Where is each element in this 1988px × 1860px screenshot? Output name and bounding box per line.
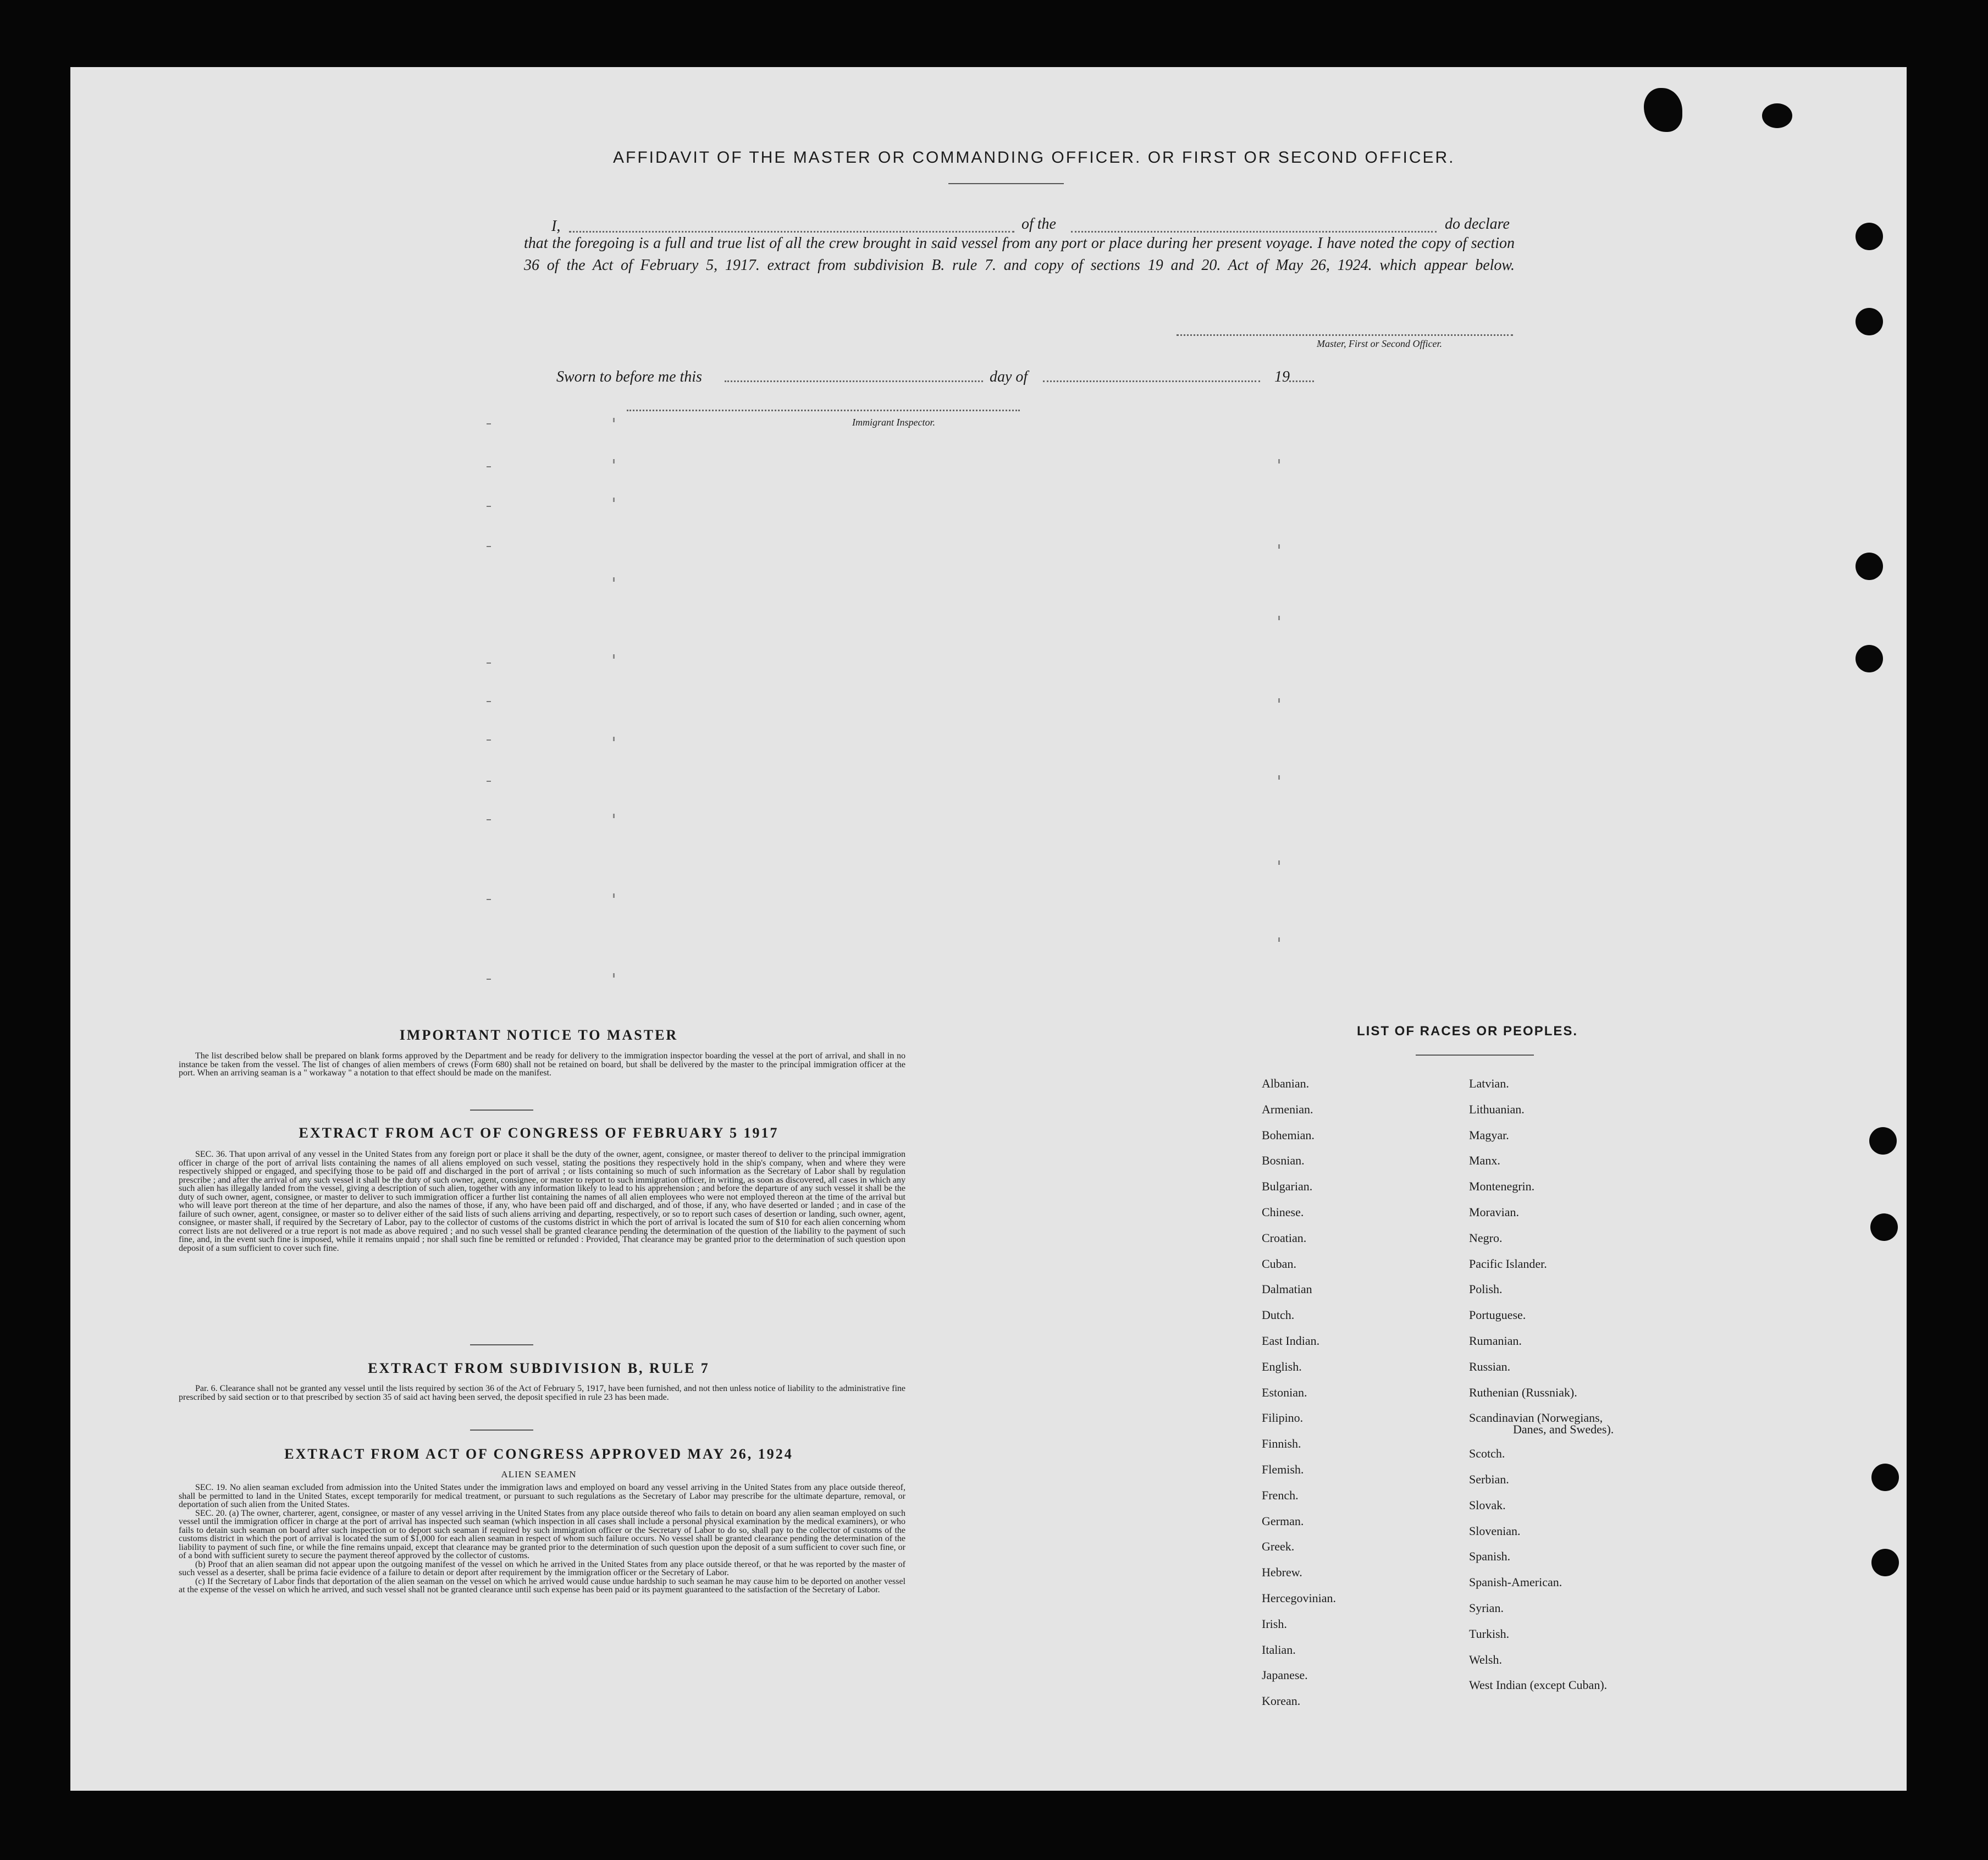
- race-item: Magyar.: [1469, 1128, 1509, 1142]
- notice-paragraph: The list described below shall be prepared on blank forms approved by the Department and be ready for delivery to the immigration inspector boarding the vessel at the port of arrival, and shall in no instance be taken from the vessel. The list of changes of alien members of crews (Form 680) shall not be retained on board, but shall be delivered by the master to the principal immigration officer at the port. When an arriving seaman is a " workaway " a notation to that effect should be made on the manifest.: [179, 1051, 905, 1078]
- section-36-paragraph: SEC. 36. That upon arrival of any vessel in the United States from any foreign port or place it shall be the duty of the owner, agent, consignee, or master thereof to deliver to the principal immigration officer in charge of the port of arrival lists containing the names of all aliens employed on such vessel, stating the positions they respectively hold in the ship's company, when and where they were respectively shipped or engaged, and specifying those to be paid off and discharged in the port of arrival ; or lists containing so much of such information as the Secretary of Labor shall by regulation prescribe ; and after the arrival of any such vessel it shall be the duty of such owner, agent, consignee, or master to report to such immigration officer, in writing, as soon as discovered, all cases in which any such alien has illegally landed from the vessel, giving a description of such alien, together with any information likely to lead to his apprehension ; and before the departure of any such vessel it shall be the duty of such owner, agent, consignee, or master to deliver to such immigration officer a further list containing the names of all alien employees who were not employed thereon at the time of the arrival but who will leave port thereon at the time of her departure, and also the names of those, if any, who have been paid off and discharged, and of those, if any, who have deserted or landed ; and in case of the failure of such owner, agent, consignee, or master so to deliver either of the said lists of such aliens arriving and departing, respectively, or so to report such cases of desertion or landing, such owner, agent, consignee, or master shall, if required by the Secretary of Labor, pay to the collector of customs of the customs district in which the port of arrival is located the sum of $10 for each alien concerning whom correct lists are not delivered or a true report is not made as above required ; and no such vessel shall be granted clearance pending the determination of the question of the liability to the payment of such fine, and, in the event such fine is imposed, while it remains unpaid ; nor shall such fine be remitted or refunded : Provided, That clearance may be granted prior to the determination of such question upon deposit of a sum sufficient to cover such fine.: [179, 1150, 905, 1253]
- column-tick: [613, 459, 615, 463]
- column-tick: [613, 973, 615, 978]
- extract-rule7-body: [179, 1384, 905, 1401]
- race-item: Slovenian.: [1469, 1524, 1521, 1538]
- punch-hole: [1871, 1549, 1899, 1576]
- race-item: Turkish.: [1469, 1626, 1510, 1641]
- races-column-2: [1469, 1071, 1614, 1698]
- margin-tick: [487, 819, 491, 820]
- day-of-label: day of: [990, 368, 1028, 385]
- title-rule: [948, 183, 1064, 184]
- race-item: Manx.: [1469, 1153, 1500, 1168]
- margin-tick: [487, 701, 491, 702]
- section-rule: [470, 1344, 533, 1345]
- sworn-month-field[interactable]: [1043, 380, 1260, 382]
- race-item: Croatian.: [1262, 1230, 1307, 1245]
- race-item: Bohemian.: [1262, 1128, 1315, 1142]
- section-20c-paragraph: (c) If the Secretary of Labor finds that deportation of the alien seaman on the vessel on which he arrived would cause undue hardship to such seaman he may cause him to be deported on another vessel at the expense of the vessel on which he arrived, and such vessel shall not be granted clearance until such expense has been paid or its payment guaranteed to the satisfaction of the Secretary of Labor.: [179, 1576, 905, 1594]
- master-signature-field[interactable]: [1177, 334, 1513, 336]
- margin-tick: [487, 506, 491, 507]
- section-20b-paragraph: (b) Proof that an alien seaman did not appear upon the outgoing manifest of the vessel on which he arrived in the United States from any place outside thereof, or that he was reported by the master of such vessel as a deserter, shall be prima facie evidence of a failure to detain or deport after requirement by the immigration officer or the Secretary of Labor.: [179, 1559, 905, 1577]
- race-item: Hebrew.: [1262, 1565, 1302, 1580]
- sworn-day-field[interactable]: [725, 380, 983, 382]
- race-item: French.: [1262, 1488, 1299, 1502]
- race-item: Bulgarian.: [1262, 1179, 1313, 1194]
- notice-body: [179, 1052, 905, 1078]
- extract-1917-body: [179, 1150, 905, 1252]
- race-item: Scandinavian (Norwegians,: [1469, 1411, 1603, 1425]
- punch-hole: [1856, 645, 1883, 672]
- extract-1924-body: [179, 1483, 905, 1594]
- year-prefix: 19: [1274, 368, 1290, 385]
- column-tick: [613, 814, 615, 818]
- race-item: Scotch.: [1469, 1447, 1505, 1461]
- race-item: Spanish-American.: [1469, 1575, 1562, 1589]
- column-tick: [613, 577, 615, 582]
- column-tick: [1278, 775, 1280, 780]
- margin-tick: [487, 423, 491, 424]
- race-item: Negro.: [1469, 1230, 1503, 1245]
- race-item: Finnish.: [1262, 1437, 1301, 1451]
- race-item: Bosnian.: [1262, 1153, 1305, 1168]
- race-item: Montenegrin.: [1469, 1179, 1535, 1194]
- race-item: Lithuanian.: [1469, 1102, 1525, 1116]
- margin-tick: [487, 739, 491, 741]
- sworn-label: Sworn to before me this: [556, 368, 702, 385]
- race-item: Cuban.: [1262, 1256, 1296, 1271]
- column-tick: [613, 654, 615, 659]
- race-item: Serbian.: [1469, 1472, 1509, 1486]
- race-item: Estonian.: [1262, 1385, 1307, 1399]
- race-item: German.: [1262, 1514, 1304, 1528]
- punch-hole: [1856, 553, 1883, 580]
- ink-blot: [1762, 103, 1792, 128]
- punch-hole: [1871, 1464, 1899, 1491]
- race-item: East Indian.: [1262, 1333, 1320, 1348]
- section-20a-paragraph: SEC. 20. (a) The owner, charterer, agent, consignee, or master of any vessel arriving in the United States from any place outside thereof who fails to detain on board any alien seaman employed on such vessel until the immigration officer in charge at the port of arrival has inspected such seaman (which inspection in all cases shall include a personal physical examination by the medical examiners), or who fails to detain such seaman on board after such inspection or to deport such seaman if required by such immigration officer or the Secretary of Labor to do so, shall pay to the collector of customs of the customs district in which the port of arrival is located the sum of $1,000 for each alien seaman in respect of whom such failure occurs. No vessel shall be granted clearance pending the determination of the liability to payment of such fine, or while the fine remains unpaid, except that clearance may be granted prior to the determination of such question upon the deposit of a sum sufficient to cover such fine, or of a bond with sufficient surety to secure the payment thereof approved by the collector of customs.: [179, 1508, 905, 1560]
- race-item: Rumanian.: [1469, 1333, 1522, 1348]
- par-6-paragraph: Par. 6. Clearance shall not be granted any vessel until the lists required by section 36 of the Act of February 5, 1917, have been furnished, and not then unless notice of liability to the administrative fine prescribed by said section or to that prescribed by section 35 of said act having been served, the deposit specified in rule 23 has been made.: [179, 1384, 905, 1402]
- race-item: West Indian (except Cuban).: [1469, 1678, 1608, 1692]
- race-item: Syrian.: [1469, 1600, 1504, 1615]
- race-item: Ruthenian (Russniak).: [1469, 1385, 1577, 1399]
- affidavit-title: AFFIDAVIT OF THE MASTER OR COMMANDING OFFICER. OR FIRST OR SECOND OFFICER.: [613, 148, 1455, 167]
- margin-tick: [487, 781, 491, 782]
- race-item: Chinese.: [1262, 1205, 1304, 1219]
- section-rule: [470, 1430, 533, 1431]
- master-signature-caption: Master, First or Second Officer.: [1317, 338, 1442, 349]
- inspector-signature-field[interactable]: [627, 410, 1020, 411]
- race-item: Armenian.: [1262, 1102, 1313, 1116]
- race-item: Korean.: [1262, 1694, 1301, 1708]
- column-tick: [1278, 459, 1280, 463]
- punch-hole: [1869, 1127, 1897, 1155]
- race-item: Hercegovinian.: [1262, 1591, 1336, 1605]
- section-19-paragraph: SEC. 19. No alien seaman excluded from admission into the United States under the immigration laws and employed on board any vessel arriving in the United States from any place outside thereof, shall be permitted to land in the United States, except temporarily for medical treatment, or pursuant to such regulations as the Secretary of Labor may prescribe for the ultimate departure, removal, or deportation of such alien from the United States.: [179, 1483, 905, 1509]
- column-tick: [1278, 860, 1280, 865]
- race-item: Spanish.: [1469, 1549, 1511, 1564]
- sworn-year-field[interactable]: [1289, 380, 1314, 382]
- race-item: Japanese.: [1262, 1668, 1308, 1682]
- race-item: Welsh.: [1469, 1652, 1502, 1666]
- races-column-1: [1262, 1071, 1336, 1714]
- race-item: Greek.: [1262, 1539, 1295, 1554]
- notice-title: IMPORTANT NOTICE TO MASTER: [399, 1027, 678, 1043]
- race-item: Flemish.: [1262, 1462, 1304, 1476]
- alien-seamen-subtitle: ALIEN SEAMEN: [501, 1469, 577, 1480]
- race-item: Portuguese.: [1469, 1308, 1526, 1322]
- declaration-text: that the foregoing is a full and true list of all the crew brought in said vessel from any port or place during her present voyage. I have noted the copy of section 36 of the Act of February 5, 1917. extract from subdivision B. rule 7. and copy of sections 19 and 20. Act of May 26, 1924. which appear below.: [524, 235, 1515, 274]
- extract-1917-title: EXTRACT FROM ACT OF CONGRESS OF FEBRUARY 5 1917: [299, 1125, 779, 1141]
- column-tick: [1278, 616, 1280, 620]
- declarant-label: I,: [551, 218, 561, 235]
- races-title: LIST OF RACES OR PEOPLES.: [1357, 1024, 1578, 1039]
- column-tick: [613, 498, 615, 502]
- inspector-caption: Immigrant Inspector.: [852, 417, 935, 428]
- column-tick: [1278, 937, 1280, 942]
- margin-tick: [487, 899, 491, 900]
- race-item-continuation: Danes, and Swedes).: [1513, 1422, 1614, 1437]
- section-rule: [470, 1110, 533, 1111]
- punch-hole: [1856, 223, 1883, 250]
- races-title-rule: [1416, 1055, 1534, 1056]
- column-tick: [613, 418, 615, 422]
- race-item: Filipino.: [1262, 1411, 1304, 1425]
- race-item: Dalmatian: [1262, 1282, 1312, 1296]
- column-tick: [1278, 544, 1280, 549]
- margin-tick: [487, 466, 491, 467]
- do-declare-label: do declare: [1445, 216, 1510, 233]
- race-item: Italian.: [1262, 1642, 1296, 1657]
- column-tick: [613, 893, 615, 898]
- extract-rule7-title: EXTRACT FROM SUBDIVISION B, RULE 7: [368, 1360, 710, 1376]
- race-item: Albanian.: [1262, 1077, 1310, 1090]
- race-item: Russian.: [1469, 1359, 1511, 1373]
- column-tick: [613, 737, 615, 741]
- race-item: Latvian.: [1469, 1077, 1509, 1090]
- margin-tick: [487, 546, 491, 547]
- margin-tick: [487, 979, 491, 980]
- race-item: Pacific Islander.: [1469, 1256, 1547, 1271]
- of-the-label: of the: [1021, 216, 1056, 233]
- race-item: Dutch.: [1262, 1308, 1295, 1322]
- column-tick: [1278, 698, 1280, 703]
- punch-hole: [1870, 1213, 1898, 1241]
- race-item: Irish.: [1262, 1616, 1287, 1631]
- race-item: Moravian.: [1469, 1205, 1520, 1219]
- punch-hole: [1856, 308, 1883, 335]
- margin-tick: [487, 663, 491, 664]
- race-item: English.: [1262, 1359, 1302, 1373]
- race-item: Slovak.: [1469, 1498, 1506, 1512]
- extract-1924-title: EXTRACT FROM ACT OF CONGRESS APPROVED MAY 26, 1924: [284, 1446, 793, 1462]
- race-item: Polish.: [1469, 1282, 1503, 1296]
